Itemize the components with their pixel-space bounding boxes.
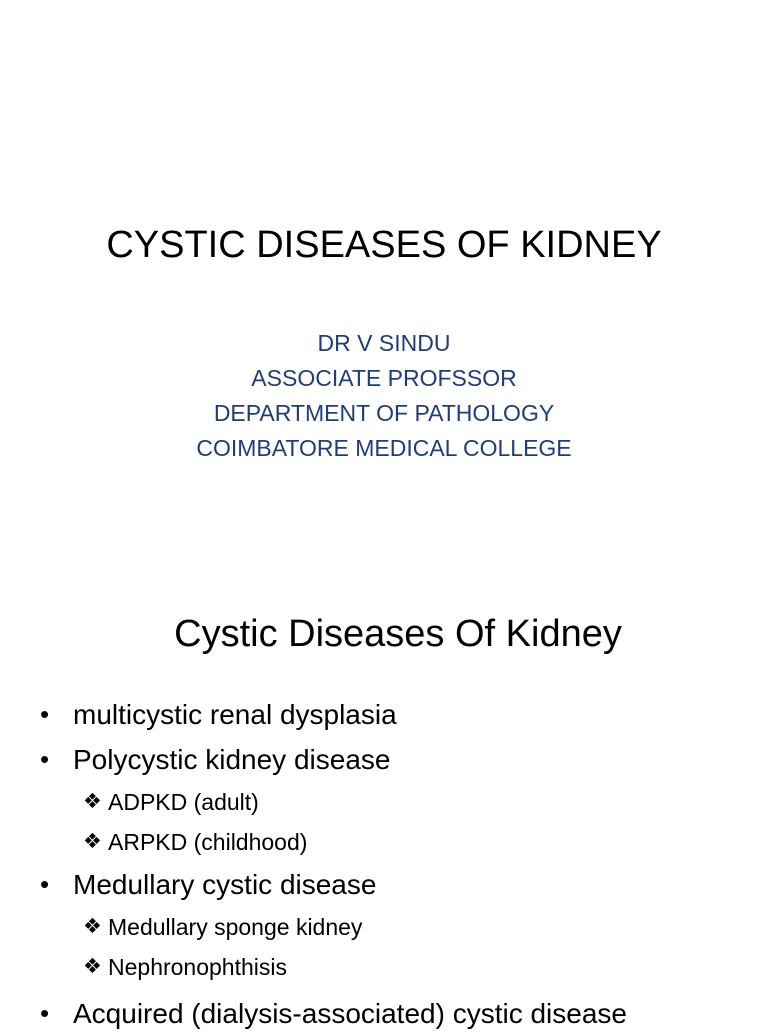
sub-list-item bbox=[40, 822, 760, 862]
list-item-text: multicystic renal dysplasia bbox=[73, 699, 397, 730]
sub-list-item-text: ARPKD (childhood) bbox=[108, 829, 308, 855]
list-item-text: Acquired (dialysis-associated) cystic disease bbox=[73, 998, 627, 1029]
sub-list-item-text: Medullary sponge kidney bbox=[108, 914, 363, 940]
list-item-text: Polycystic kidney disease bbox=[73, 744, 391, 775]
sub-list-item-text: Nephronophthisis bbox=[108, 954, 288, 980]
list-item bbox=[40, 991, 760, 1036]
list-item bbox=[40, 692, 760, 737]
slide-title: Cystic Diseases Of Kidney bbox=[174, 613, 622, 655]
bullet-icon: • bbox=[40, 699, 50, 729]
diamond-bullet-icon: ❖ bbox=[83, 830, 102, 853]
list-item bbox=[40, 862, 760, 907]
slide-2 bbox=[0, 576, 768, 1029]
author-designation: ASSOCIATE PROFSSOR bbox=[251, 365, 517, 391]
sub-list-item-text: ADPKD (adult) bbox=[108, 789, 259, 815]
list-item bbox=[40, 737, 760, 782]
author-block bbox=[0, 326, 768, 466]
list-item-text: Medullary cystic disease bbox=[73, 869, 377, 900]
diamond-bullet-icon: ❖ bbox=[83, 915, 102, 938]
author-institution: COIMBATORE MEDICAL COLLEGE bbox=[196, 435, 572, 461]
sub-list-item bbox=[40, 907, 760, 947]
author-department: DEPARTMENT OF PATHOLOGY bbox=[213, 400, 555, 426]
sub-list-item bbox=[40, 782, 760, 822]
diamond-bullet-icon: ❖ bbox=[83, 790, 102, 813]
slide-title: CYSTIC DISEASES OF KIDNEY bbox=[106, 224, 662, 266]
bullet-list bbox=[40, 692, 760, 1036]
bullet-icon: • bbox=[40, 998, 50, 1028]
sub-list-item bbox=[40, 947, 760, 987]
author-name: DR V SINDU bbox=[317, 330, 451, 356]
diamond-bullet-icon: ❖ bbox=[83, 955, 102, 978]
bullet-icon: • bbox=[40, 744, 50, 774]
bullet-icon: • bbox=[40, 869, 50, 899]
